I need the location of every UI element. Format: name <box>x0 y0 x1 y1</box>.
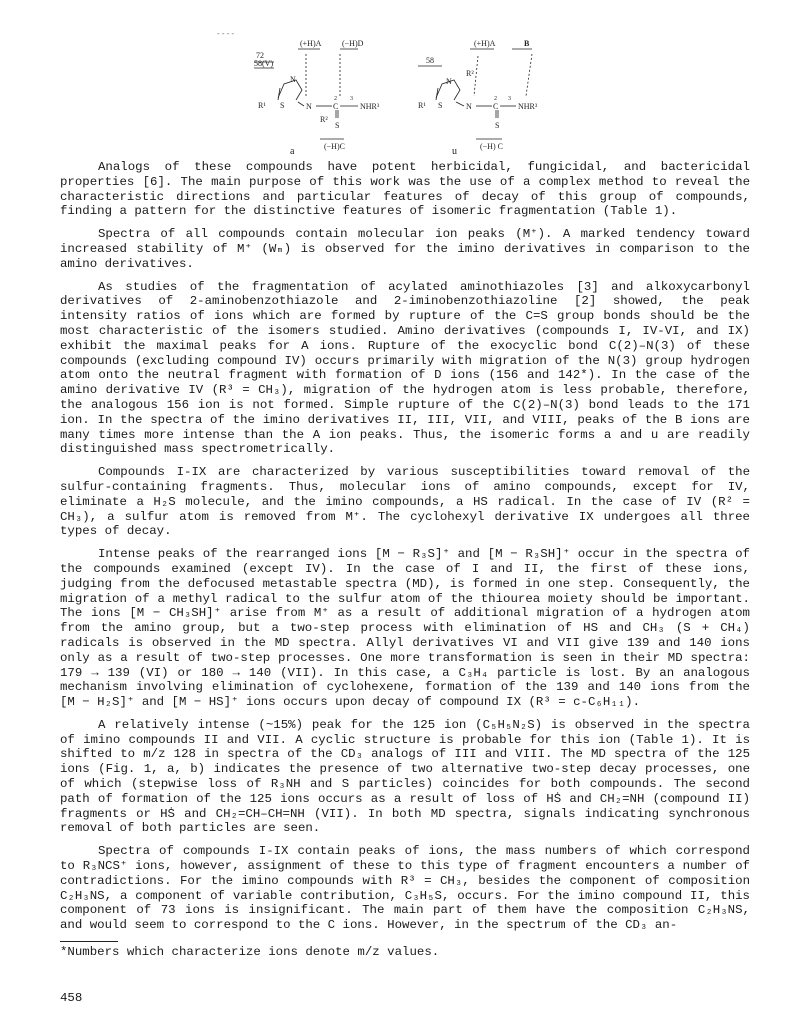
scheme-right-atom: C <box>493 102 499 111</box>
scheme-right-label-b: B <box>524 39 530 48</box>
scheme-right-atom: N <box>466 102 472 111</box>
scheme-right-atom: 2 <box>494 96 497 102</box>
paragraph: Spectra of compounds I-IX contain peaks of ions, the mass numbers of which correspond to R₃NCS⁺ ions, however, assignment of these to this type of fragment encounters a number of contradictions. For the imino compounds with R³ = CH₃, besides the component of composition C₂H₃NS, a component of variable contribution, C₃H₅S, occurs. For the imino compound II, this component of 73 ions is insignificant. The main part of them have the composition C₂H₃NS, and would seem to correspond to the C ions. However, in the spectrum of the CD₃ an- <box>60 844 750 933</box>
scheme-right-atom: 3 <box>508 96 511 102</box>
paragraph: A relatively intense (~15%) peak for the 125 ion (C₅H₅N₂S) is observed in the spectra of imino compounds II and VII. A cyclic structure is probable for this ion (Table 1). It is shifted to m/z 128 in spectra of the CD₃ analogs of III and VIII. The MD spectra of the 125 ions (Fig. 1, a, b) indicates the presence of two alternative two-step decay processes, one of which (stepwise loss of R₃NH and S particles) coincides for both compounds. The second path of formation of the 125 ions occurs as a result of loss of HṠ and CH₂=NH (compound II) fragments or HṠ and CH₂=CH–CH=NH (VII). In both MD spectra, signals indicating synchronous removal of both particles are seen. <box>60 717 750 836</box>
scheme-right-atom: S <box>495 121 500 130</box>
scheme-right-label-a: (+H)A <box>474 39 496 48</box>
scheme-right-atom: N <box>446 77 452 86</box>
scheme-left-atom: S <box>280 101 285 110</box>
scheme-left-form-label: a <box>290 146 295 157</box>
paragraph: Spectra of all compounds contain molecular ion peaks (M⁺). A marked tendency toward increased stability of M⁺ (Wₘ) is observed for the imino derivatives in comparison to the amino derivatives. <box>60 227 750 271</box>
scheme-left-side-72: 72 <box>256 51 264 60</box>
fragmentation-scheme <box>240 36 580 158</box>
footnote: *Numbers which characterize ions denote m/z values. <box>60 945 440 959</box>
paragraph: Analogs of these compounds have potent herbicidal, fungicidal, and bactericidal properties [6]. The main purpose of this work was the use of a complex method to reveal the characteristic directions and particular features of decay of this group of compounds, finding a pattern for the distinctive features of isomeric fragmentation (Table 1). <box>60 160 750 219</box>
scheme-left-atom: C <box>333 102 339 111</box>
scheme-left-side-58v: 58(V) <box>254 59 274 68</box>
scheme-left-atom: N <box>306 102 312 111</box>
scheme-right-atom: R¹ <box>418 101 426 110</box>
scheme-right-form-label: u <box>452 146 457 157</box>
scheme-right-bottom-label: (−H) C <box>480 142 503 151</box>
paragraph: Intense peaks of the rearranged ions [M − R₃S]⁺ and [M − R₃SH]⁺ occur in the spectra of the compounds examined (except IV). In the case of I and II, the first of these ions, judging from the defocused metastable spectra (MD), is formed in one step. Consequently, the migration of a methyl radical to the sulfur atom of the thiourea moiety should be important. The ions [M − CH₃SH]⁺ arise from M⁺ as a result of additional migration of a hydrogen atom from the amino group, but a two-step process with elimination of HS and CH₃ (S + CH₄) radicals is observed in the MD spectra. Allyl derivatives VI and VII give 139 and 140 ions only as a result of two-step processes. One more transformation is seen in their MD spectra: 179 → 139 (VI) or 180 → 140 (VII). In this case, a C₃H₄ particle is lost. By an analogous mechanism involving elimination of cyclohexene, formation of the 139 and 140 ions from the [M − H₂S]⁺ and [M − HS]⁺ ions occurs upon decay of compound IX (R³ = c-C₆H₁₁). <box>60 547 750 710</box>
scheme-left-atom: 3 <box>350 96 353 102</box>
scheme-left-label-d: (−H)D <box>342 39 364 48</box>
scheme-right-atom: NHR³ <box>518 102 538 111</box>
header-mark: ---- <box>216 30 236 39</box>
paragraph: As studies of the fragmentation of acylated aminothiazoles [3] and alkoxycarbonyl derivatives of 2-aminobenzothiazole and 2-iminobenzothiazoline [2] showed, the peak intensity ratios of ions which are formed by rupture of the C=S group bonds should be the most characteristic of the isomers studied. Amino derivatives (compounds I, IV-VI, and IX) exhibit the maximal peaks for A ions. Rupture of the exocyclic bond C(2)–N(3) of these compounds (excluding compound IV) occurs primarily with migration of the N(3) group hydrogen atom onto the neutral fragment with formation of D ions (156 and 142*). In the case of the amino derivative IV (R³ = CH₃), migration of the hydrogen atom is less probable, therefore, the analogous 156 ion is not formed. Simple rupture of the C(2)–N(3) bond leads to the 171 ion. In the spectra of the imino derivatives II, III, VII, and VIII, peaks of the B ions are many times more intense than the A ion peaks. Thus, the isomeric forms a and u are readily distinguished mass spectrometrically. <box>60 279 750 457</box>
footnote-rule <box>60 941 118 942</box>
scheme-right-atom: R² <box>466 69 474 78</box>
scheme-left-atom: N <box>290 75 296 84</box>
scheme-left-atom: NHR³ <box>360 102 380 111</box>
body-text <box>60 160 750 941</box>
scheme-left-atom: S <box>335 121 340 130</box>
scheme-left-label-a: (+H)A <box>300 39 322 48</box>
page-number: 458 <box>60 991 83 1005</box>
scheme-left-bottom-label: (−H)C <box>324 142 345 151</box>
scheme-right-atom: S <box>438 101 443 110</box>
scheme-left-atom: 2 <box>334 96 337 102</box>
scheme-left-atom: R² <box>320 115 328 124</box>
scheme-right-side-58: 58 <box>426 56 434 65</box>
paragraph: Compounds I-IX are characterized by various susceptibilities toward removal of the sulfur-containing fragments. Thus, molecular ions of amino compounds, except for IV, eliminate a H₂S molecule, and the imino compounds, a HS radical. In the case of IV (R² = CH₃), a sulfur atom is removed from M⁺. The cyclohexyl derivative IX undergoes all three types of decay. <box>60 465 750 539</box>
scheme-left-atom: R¹ <box>258 101 266 110</box>
